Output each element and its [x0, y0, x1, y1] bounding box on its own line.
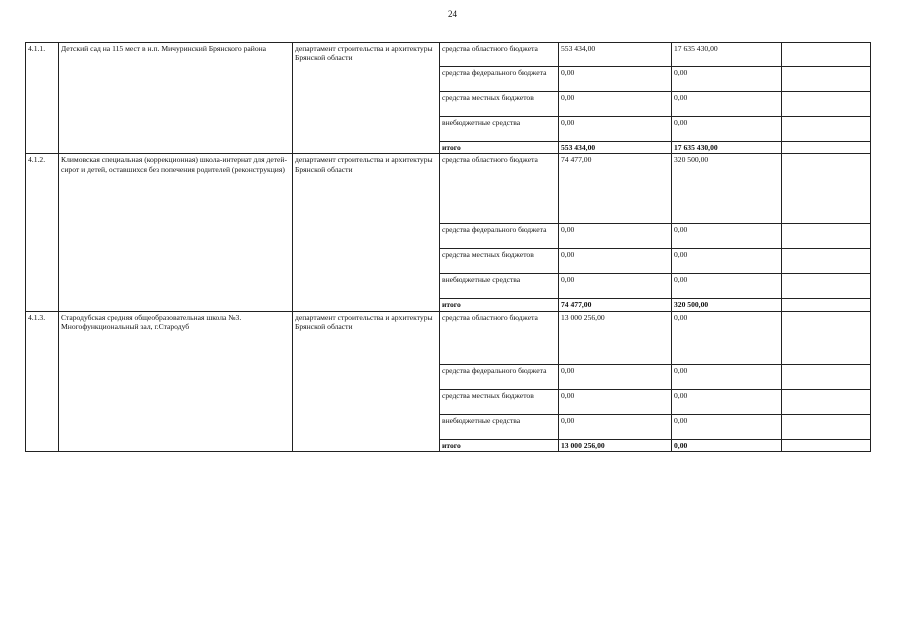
budget-table: [25, 42, 871, 452]
funding-source-label: средства областного бюджета: [440, 154, 559, 224]
amount-cell: 553 434,00: [559, 43, 672, 67]
total-label: итого: [440, 142, 559, 154]
amount-cell: 320 500,00: [672, 299, 782, 311]
item-name: Климовская специальная (коррекционная) школа-интернат для детей-сирот и детей, оставшихся без попечения родителей (реконструкция): [59, 154, 293, 311]
funding-source-label: внебюджетные средства: [440, 414, 559, 439]
amount-cell: 0,00: [672, 117, 782, 142]
amount-cell: 13 000 256,00: [559, 439, 672, 451]
empty-cell: [782, 117, 871, 142]
funding-source-label: средства местных бюджетов: [440, 249, 559, 274]
total-label: итого: [440, 299, 559, 311]
amount-cell: 0,00: [672, 67, 782, 92]
table-row: [26, 154, 871, 224]
table-row: [26, 43, 871, 67]
page-number: 24: [448, 9, 457, 19]
amount-cell: 74 477,00: [559, 154, 672, 224]
empty-cell: [782, 311, 871, 364]
amount-cell: 0,00: [559, 414, 672, 439]
funding-source-label: средства федерального бюджета: [440, 67, 559, 92]
amount-cell: 0,00: [672, 92, 782, 117]
amount-cell: 0,00: [559, 92, 672, 117]
item-executor: департамент строительства и архитектуры Брянской области: [293, 154, 440, 311]
item-name: Детский сад на 115 мест в н.п. Мичуринский Брянского района: [59, 43, 293, 154]
table-row: [26, 311, 871, 364]
amount-cell: 0,00: [672, 439, 782, 451]
empty-cell: [782, 67, 871, 92]
funding-source-label: средства областного бюджета: [440, 43, 559, 67]
empty-cell: [782, 274, 871, 299]
amount-cell: 0,00: [672, 364, 782, 389]
amount-cell: 17 635 430,00: [672, 142, 782, 154]
amount-cell: 0,00: [559, 224, 672, 249]
item-code: 4.1.3.: [26, 311, 59, 451]
item-code: 4.1.1.: [26, 43, 59, 154]
amount-cell: 0,00: [672, 249, 782, 274]
empty-cell: [782, 414, 871, 439]
amount-cell: 0,00: [672, 414, 782, 439]
amount-cell: 0,00: [672, 311, 782, 364]
funding-source-label: внебюджетные средства: [440, 117, 559, 142]
amount-cell: 0,00: [672, 224, 782, 249]
amount-cell: 0,00: [559, 117, 672, 142]
empty-cell: [782, 299, 871, 311]
amount-cell: 320 500,00: [672, 154, 782, 224]
funding-source-label: средства местных бюджетов: [440, 92, 559, 117]
amount-cell: 17 635 430,00: [672, 43, 782, 67]
empty-cell: [782, 92, 871, 117]
funding-source-label: средства местных бюджетов: [440, 389, 559, 414]
amount-cell: 0,00: [559, 389, 672, 414]
funding-source-label: внебюджетные средства: [440, 274, 559, 299]
empty-cell: [782, 43, 871, 67]
amount-cell: 0,00: [559, 274, 672, 299]
total-label: итого: [440, 439, 559, 451]
empty-cell: [782, 142, 871, 154]
item-code: 4.1.2.: [26, 154, 59, 311]
empty-cell: [782, 154, 871, 224]
empty-cell: [782, 389, 871, 414]
funding-source-label: средства областного бюджета: [440, 311, 559, 364]
amount-cell: 553 434,00: [559, 142, 672, 154]
empty-cell: [782, 364, 871, 389]
amount-cell: 0,00: [559, 364, 672, 389]
empty-cell: [782, 439, 871, 451]
funding-source-label: средства федерального бюджета: [440, 364, 559, 389]
funding-source-label: средства федерального бюджета: [440, 224, 559, 249]
amount-cell: 0,00: [672, 274, 782, 299]
amount-cell: 74 477,00: [559, 299, 672, 311]
amount-cell: 13 000 256,00: [559, 311, 672, 364]
item-executor: департамент строительства и архитектуры Брянской области: [293, 43, 440, 154]
empty-cell: [782, 224, 871, 249]
amount-cell: 0,00: [672, 389, 782, 414]
amount-cell: 0,00: [559, 67, 672, 92]
empty-cell: [782, 249, 871, 274]
amount-cell: 0,00: [559, 249, 672, 274]
item-name: Стародубская средняя общеобразовательная школа №3. Многофункциональный зал, г.Стародуб: [59, 311, 293, 451]
item-executor: департамент строительства и архитектуры Брянской области: [293, 311, 440, 451]
